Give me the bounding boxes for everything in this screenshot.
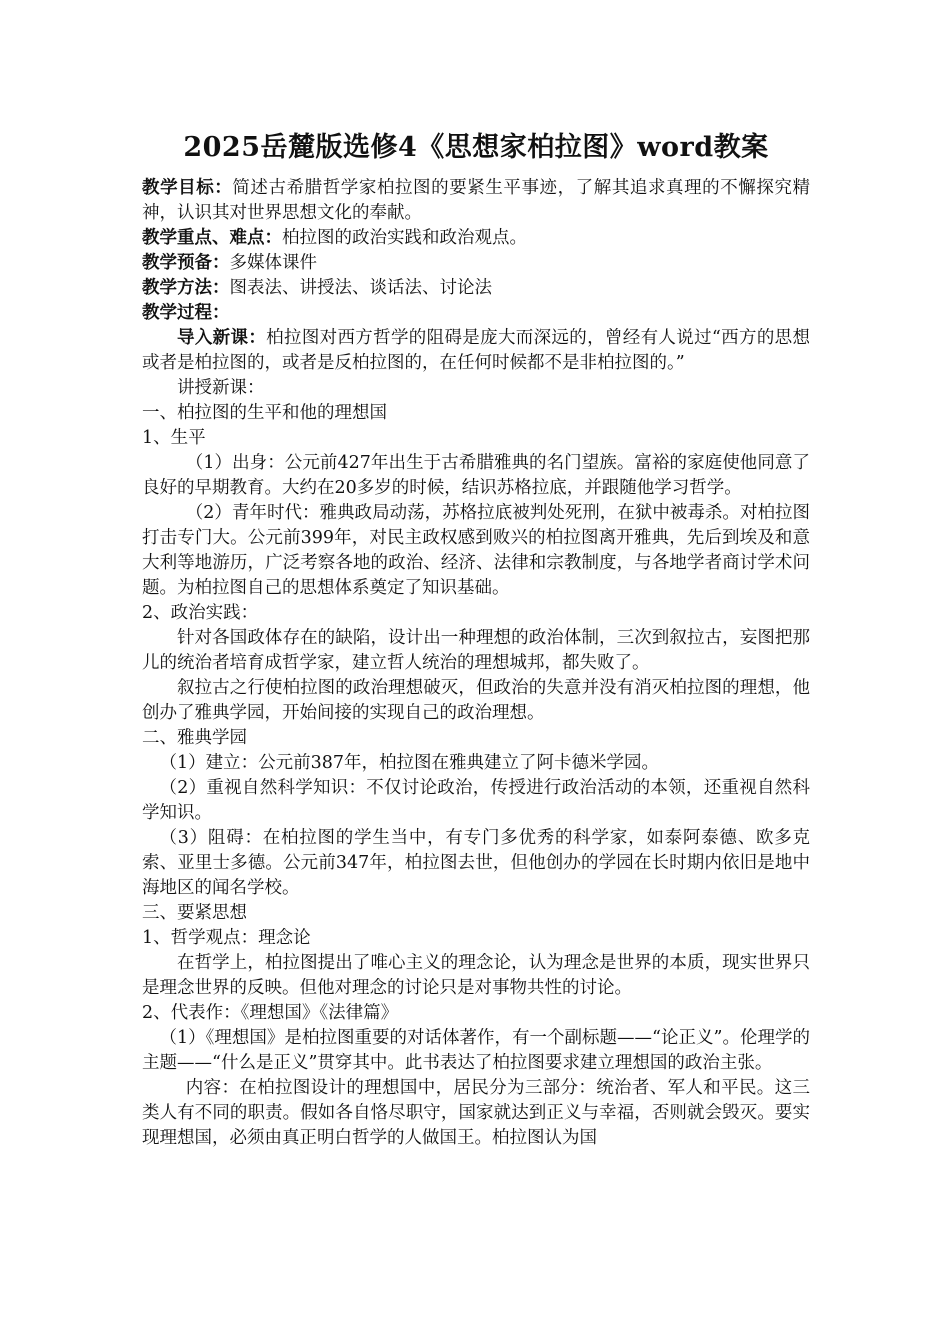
teaching-goal-text: 简述古希腊哲学家柏拉图的要紧生平事迹，了解其追求真理的不懈探究精神，认识其对世界思想文化的奉献。 xyxy=(142,178,811,223)
paragraph-republic-content: 内容：在柏拉图设计的理想国中，居民分为三部分：统治者、军人和平民。这三类人有不同的职责。假如各自恪尽职守，国家就达到正义与幸福，否则就会毁灭。要实现理想国，必须由真正明白哲学的人做国王。柏拉图认为国 xyxy=(142,1078,810,1148)
paragraph-birth: （1）出身：公元前427年出生于古希腊雅典的名门望族。富裕的家庭使他同意了良好的早期教育。大约在20多岁的时候，结识苏格拉底，并跟随他学习哲学。 xyxy=(142,453,810,498)
paragraph-founding: （1）建立：公元前387年，柏拉图在雅典建立了阿卡德米学园。 xyxy=(159,753,660,773)
heading-3: 三、要紧思想 xyxy=(142,903,247,923)
paragraph-youth: （2）青年时代：雅典政局动荡，苏格拉底被判处死刑，在狱中被毒杀。对柏拉图打击专门大。公元前399年，对民主政权感到败兴的柏拉图离开雅典，先后到埃及和意大利等地游历，广泛考察各地的政治、经济、法律和宗教制度，与各地学者商讨学术问题。为柏拉图自己的思想体系奠定了知识基础。 xyxy=(142,503,810,598)
paragraph-politics-2: 叙拉古之行使柏拉图的政治理想破灭，但政治的失意并没有消灭柏拉图的理想，他创办了雅典学园，开始间接的实现自己的政治理想。 xyxy=(142,678,810,723)
method-label: 教学方法： xyxy=(142,278,230,298)
key-points-text: 柏拉图的政治实践和政治观点。 xyxy=(282,228,527,248)
teaching-goal xyxy=(142,176,810,226)
method-text: 图表法、讲授法、谈话法、讨论法 xyxy=(229,278,492,298)
document-body xyxy=(142,176,810,1151)
teaching-goal-label: 教学目标： xyxy=(142,178,233,198)
preparation-label: 教学预备： xyxy=(142,253,230,273)
heading-3-1: 1、哲学观点：理念论 xyxy=(142,928,311,948)
paragraph-influence: （3）阻碍：在柏拉图的学生当中，有专门多优秀的科学家，如泰阿泰德、欧多克索、亚里士多德。公元前347年，柏拉图去世，但他创办的学园在长时期内依旧是地中海地区的闻名学校。 xyxy=(142,828,810,898)
teaching-process-label: 教学过程： xyxy=(142,303,230,323)
heading-1-1: 1、生平 xyxy=(142,428,206,448)
heading-3-2: 2、代表作：《理想国》《法律篇》 xyxy=(142,1003,399,1023)
heading-2: 二、雅典学园 xyxy=(142,728,247,748)
key-points-label: 教学重点、难点： xyxy=(142,228,282,248)
heading-1-2: 2、政治实践： xyxy=(142,603,259,623)
intro-label: 导入新课： xyxy=(177,328,267,348)
document-title: 2025岳麓版选修4《思想家柏拉图》word教案 xyxy=(183,132,769,163)
intro-paragraph xyxy=(142,326,810,376)
paragraph-republic: （1）《理想国》是柏拉图重要的对话体著作，有一个副标题——“论正义”。伦理学的主题——“什么是正义”贯穿其中。此书表达了柏拉图要求建立理想国的政治主张。 xyxy=(142,1028,810,1073)
paragraph-idea-theory: 在哲学上，柏拉图提出了唯心主义的理念论，认为理念是世界的本质，现实世界只是理念世界的反映。但他对理念的讨论只是对事物共性的讨论。 xyxy=(142,953,810,998)
new-lesson-label: 讲授新课： xyxy=(177,378,265,398)
teaching-preparation xyxy=(142,251,810,276)
teaching-method xyxy=(142,276,810,301)
intro-text: 柏拉图对西方哲学的阻碍是庞大而深远的，曾经有人说过“西方的思想或者是柏拉图的，或者是反柏拉图的，在任何时候都不是非柏拉图的。” xyxy=(142,328,810,373)
paragraph-science: （2）重视自然科学知识：不仅讨论政治，传授进行政治活动的本领，还重视自然科学知识。 xyxy=(142,778,810,823)
paragraph-politics-1: 针对各国政体存在的缺陷，设计出一种理想的政治体制，三次到叙拉古，妄图把那儿的统治者培育成哲学家，建立哲人统治的理想城邦，都失败了。 xyxy=(142,628,810,673)
preparation-text: 多媒体课件 xyxy=(229,253,317,273)
heading-1: 一、柏拉图的生平和他的理想国 xyxy=(142,403,387,423)
teaching-key-points xyxy=(142,226,810,251)
